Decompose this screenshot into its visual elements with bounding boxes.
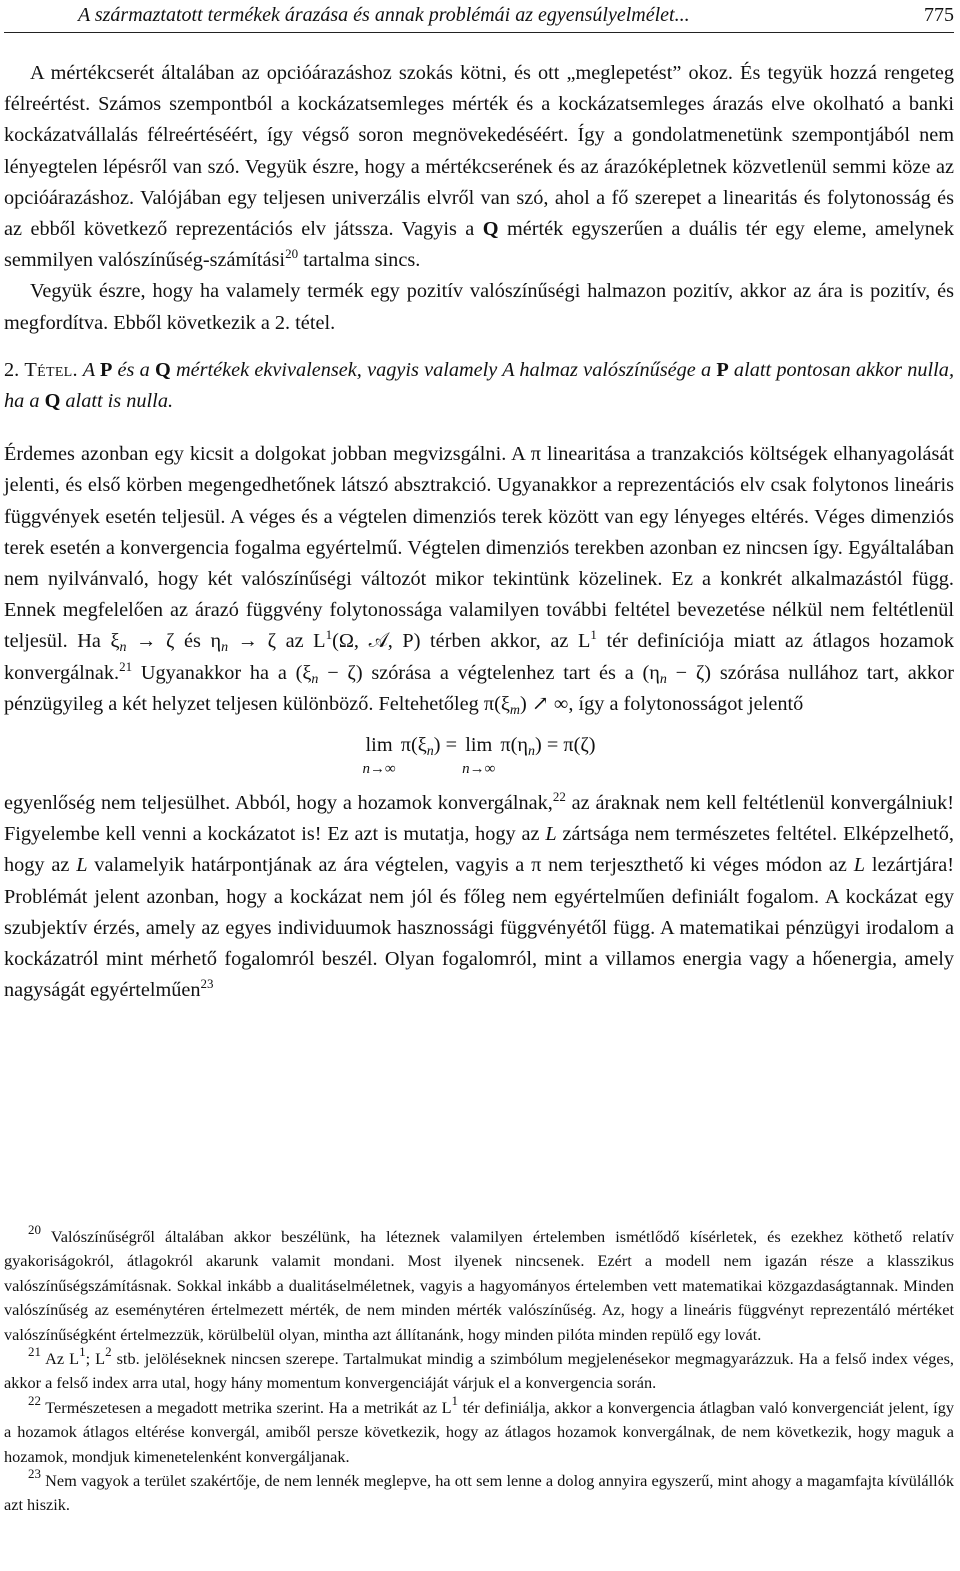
page-number: 775 — [924, 4, 954, 26]
header-rule — [4, 32, 954, 33]
footnote-22: $^{22}$ Természetesen a megadott metrika szerint. Ha a metrikát az $L^1$ tér definiálja, akkor a konvergencia átlagban való konvergenciát jelent, így a hozamok átlagos eltérése konvergál, amiből persze következik, hogy az átlagos hozamok konvergálnak, de nem következik, hogy maguk a hozamok, mondjuk kimenetelenként konvergáljanak. — [4, 1392, 954, 1466]
footnote-23: $^{23}$ Nem vagyok a terület szakértője, de nem lennék meglepve, ha ott sem lenne a dolog annyira egyszerű, mint ahogy a magamfajta kívülállók azt hiszik. — [4, 1466, 954, 1515]
theorem-2: 2. Tétel. A P és a Q mértékek ekvivalensek, vagyis valamely A halmaz valószínűsége a P alatt pontosan akkor nulla, ha a Q alatt is nulla. — [4, 358, 955, 413]
footnote-ref-22[interactable]: 22 — [552, 789, 566, 805]
footnote-ref-20[interactable]: 20 — [285, 246, 299, 262]
footnote-21: $^{21}$ Az $L^1$; $L^2$ stb. jelöléseknek nincsen szerepe. Tartalmukat mindig a szimbólum megjelenésekor megmagyarázzuk. Ha a felső index véges, akkor a felső index arra utal, hogy hány momentum konvergenciáját várjuk el a konvergencia során. — [4, 1344, 954, 1393]
main-text — [4, 58, 954, 1006]
paragraph-2: Vegyük észre, hogy ha valamely termék egy pozitív valószínűségi halmazon pozitív, akkor az ára is pozitív, és megfordítva. Ebből következik a 2. tétel. — [4, 280, 954, 334]
paragraph-1: A mértékcserét általában az opcióárazáshoz szokás kötni, és ott „meglepetést” okoz. És tegyük hozzá rengeteg félreértést. Számos szempontból a kockázatsemleges mérték és a kockázatsemleges árazás elve okolható a banki kockázatvállalás félreértéséért, így végső soron megnövekedéséért. Így a gondolatmenetünk szempontjából nem lényegtelen lépésről van szó. Vegyük észre, hogy a mértékcserének és az árazóképletnek közvetlenül semmi köze az opcióárazáshoz. Valójában egy teljesen univerzális elvről van szó, ahol a fő szerepet a linearitás és folytonosság és az ebből következő reprezentációs elv játssza. Vagyis a Q mérték egyszerűen a duális tér egy eleme, amelynek semmilyen valószínűség-számítási$^{20}$ tartalma sincs. — [4, 62, 954, 272]
display-equation: lim n→∞ $\pi(\xi_n) = \lim$ n→∞ $\pi(\eta_n) = \pi(\zeta)$ — [362, 734, 596, 778]
footnotes — [4, 1222, 954, 1518]
theorem-label: Tétel. — [24, 358, 78, 381]
footnote-ref-23[interactable]: 23 — [200, 976, 214, 992]
footnote-ref-21[interactable]: 21 — [119, 658, 133, 674]
running-header — [4, 2, 954, 32]
header-title: A származtatott termékek árazása és annak problémái az egyensúlyelmélet... — [78, 4, 690, 26]
footnote-20: $^{20}$ Valószínűségről általában akkor beszélünk, ha léteznek valamilyen értelemben ismétlődő kísérletek, és ezekhez köthető relatív gyakoriságokról, átlagokról akarunk valamit mondani. Most ilyenek nincsenek. Ezért a modell nem igazán része a klasszikus valószínűségszámításnak. Sokkal inkább a dualitáselméletnek, vagyis a hagyományos értelemben vett matematikai közgazdaságtannak. Minden valószínűség az eseménytéren értelmezett mérték, de nem minden mérték valószínűség. Az, hogy a lineáris függvényt reprezentáló mértéket valószínűségként értelmezzük, körülbelül olyan, mintha azt állítanánk, hogy minden pilóta minden repülő egy lovát. — [4, 1222, 954, 1344]
paragraph-3: Érdemes azonban egy kicsit a dolgokat jobban megvizsgálni. A π linearitása a tranzakciós költségek elhanyagolását jelenti, és első körben megengedhetőnek látszó absztrakció. Ugyanakkor a reprezentációs elv csak folytonos lineáris függvények esetén teljesül. A véges és a végtelen dimenziós terek között van egy lényeges eltérés. Véges dimenziós terek esetén a konvergencia fogalma egyértelmű. Végtelen dimenziós terekben azonban ez nincsen így. Egyáltalában nem nyilvánvaló, hogy két valószínűségi változót mikor tekintünk közelinek. Ez a konkrét alkalmazástól függ. Ennek megfelelően az árazó függvény folytonossága valamilyen további feltétel bevezetése nélkül nem feltétlenül teljesül. Ha $\xi_n \to \zeta$ és $\eta_n \to \zeta$ az $L^1(\Omega$, 𝒜, P) térben akkor, az $L^1$ tér definíciója miatt az átlagos hozamok konvergálnak.$^{21}$ Ugyanakkor ha a $(\xi_n - \zeta)$ szórása a végtelenhez tart és a $(\eta_n - \zeta)$ szórása nullához tart, akkor pénzügyileg a két helyzet teljesen különböző. Feltehetőleg $\pi(\xi_m)$ ↗ ∞, így a folytonosságot jelentő — [4, 443, 955, 718]
symbol-Q: Q — [482, 218, 499, 241]
paragraph-4: egyenlőség nem teljesülhet. Abból, hogy a hozamok konvergálnak,$^{22}$ az áraknak nem kell feltétlenül konvergálniuk! Figyelembe kell venni a kockázatot is! Ez azt is mutatja, hogy az L zártsága nem természetes feltétel. Elképzelhető, hogy az L valamelyik határpontjának az ára végtelen, vagyis a π nem terjeszthető ki véges módon az L lezártjára! Problémát jelent azonban, hogy a kockázat nem jól és főleg nem egyértelműen definiált fogalom. A kockázat egy szubjektív érzés, amely az egyes individuumok hasznossági függvényétől függ. A matematikai pénzügyi irodalom a kockázatról mint mérhető fogalomról beszél. Olyan fogalomról, mint a villamos energia vagy a hőenergia, amely nagyságát egyértelműen$^{23}$ — [4, 789, 955, 1002]
